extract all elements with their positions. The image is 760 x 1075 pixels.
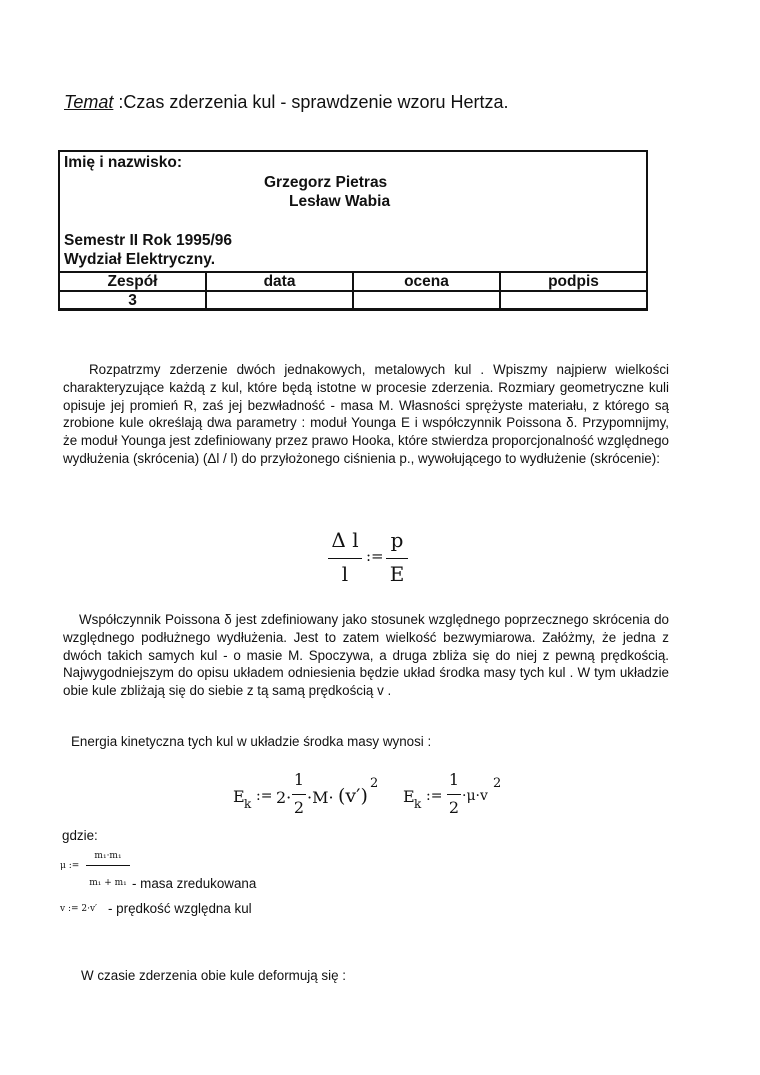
formula-young (328, 528, 438, 590)
formula3-frac-numerator: 1 (448, 770, 460, 789)
formula3-lhs: E (403, 787, 415, 806)
fraction-bar (386, 558, 408, 559)
author-2: Lesław Wabia (289, 193, 391, 210)
formula-kinetic-energy-1 (233, 770, 383, 830)
paragraph-1: Rozpatrzmy zderzenie dwóch jednakowych, metalowych kul . Wpiszmy najpierw wielkości charakteryzujące każdą z kul, które będą istotne w procesie zderzenia. Rozmiary geometryczne kuli opisuje jej promień R, zaś jej bezwładność - masa M. Własności sprężyste materiału, z którego są zrobione kule określają dwa parametry : moduł Younga E i współczynnik Poissona δ. Przypomnijmy, że moduł Younga jest zdefiniowany przez prawo Hooka, które stwierdza proporcjonalność względnego wydłużenia (skrócenia) (Δl / l) do przyłożonego ciśnienia p., wywołującego to wydłużenie (skrócenie): (63, 362, 669, 466)
formula2-parenthesis: (v′) (338, 785, 368, 807)
grid-header-row (59, 272, 647, 291)
formula3-middle: ·μ·v (462, 788, 488, 804)
formula2-frac-numerator: 1 (293, 770, 305, 789)
title-text: :Czas zderzenia kul - sprawdzenie wzoru Hertza. (113, 92, 509, 112)
def1-numerator: m₁·m₁ (94, 851, 122, 861)
grid-value-row (59, 291, 647, 310)
formula2-frac-denominator: 2 (293, 798, 305, 817)
date-cell (206, 291, 353, 310)
paragraph-3: Energia kinetyczna tych kul w układzie środka masy wynosi : (71, 734, 432, 749)
formula3-operator: := (426, 788, 443, 804)
formula2-middle: ·M· (307, 788, 334, 807)
column-header: Zespół (59, 272, 206, 291)
column-header: podpis (500, 272, 647, 291)
formula1-denominator: l (341, 562, 349, 586)
formula3-exponent: 2 (493, 776, 502, 791)
definition-reduced-mass (60, 848, 360, 896)
def2-formula: v := 2·v′ (60, 904, 98, 914)
fraction-bar (86, 865, 130, 866)
fraction-bar (292, 794, 306, 795)
fraction-bar (328, 558, 362, 559)
formula2-lhs: E (233, 787, 245, 806)
def1-description: - masa zredukowana (132, 876, 257, 891)
signature-cell (500, 291, 647, 310)
title-label: Temat (64, 92, 114, 112)
fraction-bar (447, 794, 461, 795)
formula1-right-denominator: E (389, 562, 405, 586)
paragraph-4: W czasie zderzenia obie kule deformują się : (81, 968, 346, 983)
column-header: data (206, 272, 353, 291)
formula3-subscript: k (414, 797, 422, 811)
formula1-operator: := (366, 547, 384, 565)
formula2-operator: := (256, 788, 273, 804)
semester-text: Semestr II Rok 1995/96 (64, 232, 233, 249)
formula-kinetic-energy-2 (403, 770, 513, 830)
author-1: Grzegorz Pietras (264, 174, 388, 191)
faculty-text: Wydział Elektryczny. (64, 251, 216, 268)
info-grid (58, 271, 648, 311)
grade-cell (353, 291, 500, 310)
formula2-coefficient: 2· (276, 788, 292, 807)
where-label: gdzie: (62, 828, 98, 843)
team-number: 3 (59, 291, 206, 310)
page-title (64, 92, 509, 113)
name-label: Imię i nazwisko: (64, 154, 183, 171)
student-info-box (58, 150, 648, 310)
def1-denominator: m₁ + m₁ (89, 878, 127, 888)
column-header: ocena (353, 272, 500, 291)
def2-description: - prędkość względna kul (108, 901, 252, 916)
formula2-subscript: k (244, 797, 252, 811)
paragraph-2: Współczynnik Poissona δ jest zdefiniowany jako stosunek względnego poprzecznego skrócenia do względnego podłużnego wydłużenia. Jest to zatem wielkość bezwymiarowa. Załóżmy, że jedna z dwóch takich samych kul - o masie M. Spoczywa, a druga zbliża się do niej z pewną prędkością. Najwygodniejszym do opisu układem odniesienia będzie układ środka masy tych kul . W tym układzie obie kule zbliżają się do siebie z tą samą prędkością v . (63, 612, 669, 699)
formula1-numerator: Δ l (331, 528, 359, 552)
formula3-frac-denominator: 2 (448, 798, 460, 817)
formula2-exponent: 2 (370, 776, 379, 791)
definition-relative-velocity (60, 900, 360, 920)
def1-lhs: μ := (60, 861, 80, 871)
formula1-right-numerator: p (390, 528, 404, 552)
